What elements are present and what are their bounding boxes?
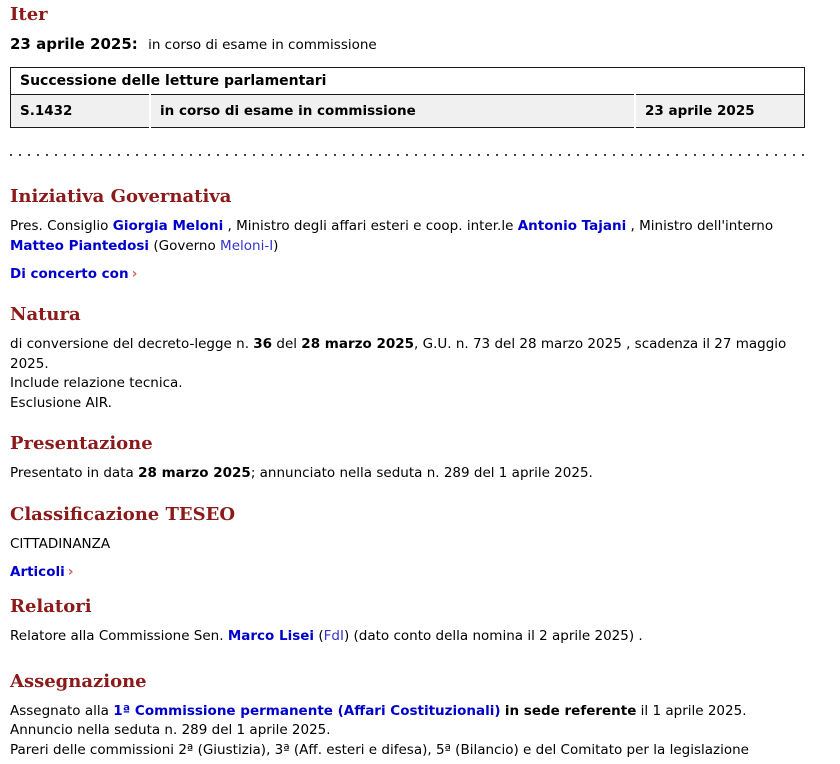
giorgia-meloni-link[interactable]: Giorgia Meloni	[112, 218, 224, 234]
assegnazione-heading: Assegnazione	[10, 670, 147, 692]
bill-number-cell: S.1432	[11, 95, 151, 128]
text-segment: 36	[253, 336, 273, 352]
assegnazione-paragraph	[10, 702, 805, 761]
di-concerto-line	[10, 265, 805, 284]
text-segment: Include relazione tecnica.	[10, 375, 183, 391]
reading-status-cell: in corso di esame in commissione	[150, 95, 635, 128]
text-segment: (	[314, 628, 324, 644]
commissione-permanente-link[interactable]: 1ª Commissione permanente (Affari Costituzionali)	[113, 702, 501, 719]
di-concerto-con-link[interactable]: Di concerto con	[10, 266, 129, 282]
text-segment: ; annunciato nella seduta n. 289 del 1 aprile 2025.	[250, 465, 593, 481]
text-segment: in sede referente	[504, 702, 637, 719]
text-segment: Assegnato alla	[10, 702, 114, 719]
text-segment: 28 marzo 2025	[301, 336, 415, 352]
natura-paragraph	[10, 335, 805, 413]
text-segment: di conversione del decreto-legge n.	[10, 336, 254, 352]
articoli-line	[10, 563, 805, 582]
relatori-heading: Relatori	[10, 596, 92, 617]
antonio-tajani-link[interactable]: Antonio Tajani	[517, 218, 627, 234]
text-segment: Pres. Consiglio	[10, 218, 113, 234]
table-header-row	[11, 68, 805, 95]
relatori-paragraph	[10, 627, 805, 647]
text-segment: , Ministro dell'interno	[626, 218, 774, 234]
text-segment: Relatore alla Commissione Sen.	[10, 628, 228, 644]
presentazione-paragraph	[10, 464, 805, 484]
text-segment: )	[273, 237, 279, 254]
teseo-classification-value: CITTADINANZA	[10, 535, 111, 552]
iter-heading: Iter	[10, 4, 48, 25]
text-segment: 23 aprile 2025:	[10, 35, 138, 53]
text-segment: del	[272, 336, 302, 352]
table-title: Successione delle letture parlamentari	[11, 68, 805, 95]
text-segment: 28 marzo 2025	[138, 465, 251, 481]
articoli-link[interactable]: Articoli	[10, 564, 65, 580]
reading-date-cell: 23 aprile 2025	[635, 95, 805, 128]
marco-lisei-link[interactable]: Marco Lisei	[227, 628, 315, 644]
matteo-piantedosi-link[interactable]: Matteo Piantedosi	[10, 237, 150, 254]
text-segment: (Governo	[149, 237, 221, 254]
iter-status-line	[10, 35, 805, 55]
fdi-link[interactable]: FdI	[323, 628, 344, 644]
chevron-right-icon: ›	[131, 266, 138, 282]
letture-parlamentari-table	[10, 67, 805, 128]
text-segment: , Ministro degli affari esteri e coop. inter.le	[223, 218, 518, 234]
natura-heading: Natura	[10, 304, 81, 325]
iniziativa-heading: Iniziativa Governativa	[10, 186, 232, 207]
text-segment: Esclusione AIR.	[10, 394, 112, 411]
chevron-right-icon: ›	[67, 564, 74, 580]
presentazione-heading: Presentazione	[10, 433, 153, 454]
table-row	[11, 95, 805, 128]
text-segment: il 1 aprile 2025. Annuncio nella seduta n. 289 del 1 aprile 2025.	[10, 702, 747, 738]
text-segment: in corso di esame in commissione	[143, 37, 377, 53]
text-segment: , G.U. n. 73 del 28 marzo 2025 , scadenza il 27 maggio 2025.	[10, 336, 787, 372]
text-segment: ) (dato conto della nomina il 2 aprile 2025) .	[343, 628, 643, 644]
text-segment: Presentato in data	[10, 465, 139, 481]
text-segment: Pareri delle commissioni 2ª (Giustizia), 3ª (Aff. esteri e difesa), 5ª (Bilancio) e del Comitato per la legislazione	[10, 741, 749, 758]
dotted-separator	[10, 154, 805, 156]
governo-meloni-link[interactable]: Meloni-I	[220, 237, 274, 254]
classificazione-teseo-heading: Classificazione TESEO	[10, 503, 236, 525]
iniziativa-paragraph	[10, 217, 805, 256]
